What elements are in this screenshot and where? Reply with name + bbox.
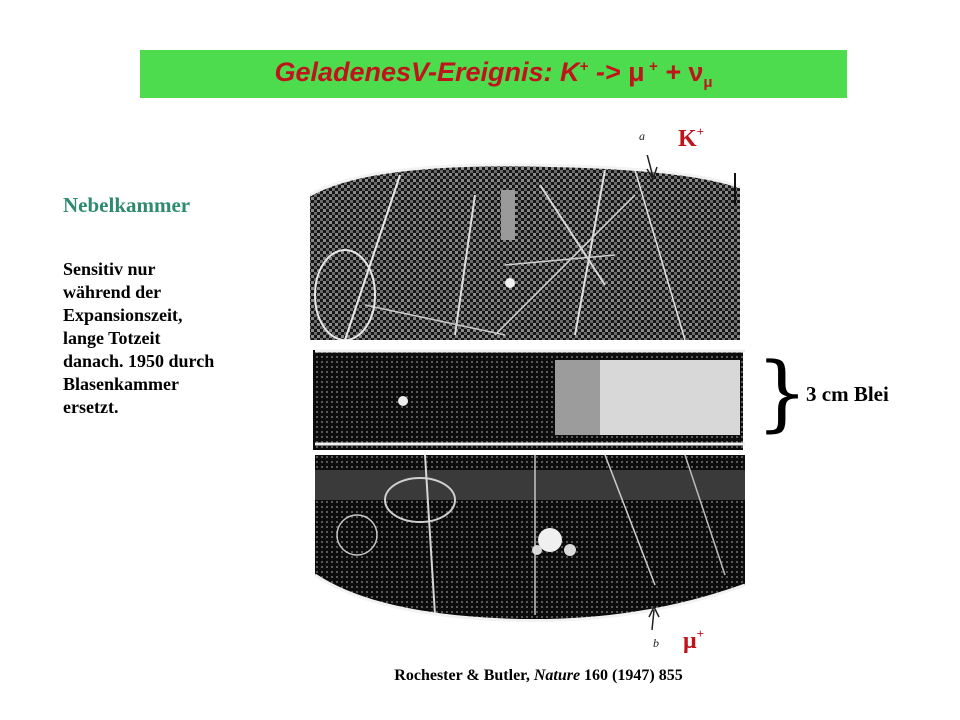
cloud-chamber-photograph (305, 155, 750, 630)
mark-a-label: a (639, 129, 645, 143)
cloud-chamber-heading: Nebelkammer (63, 193, 191, 217)
kaon-symbol: K (678, 126, 697, 152)
citation-journal: Nature (533, 667, 581, 684)
lead-brace: } (756, 346, 809, 441)
slide-title (274, 57, 712, 91)
lead-plate-region (313, 350, 745, 450)
title-banner (140, 50, 847, 98)
title-kaon-charge: + (579, 58, 589, 75)
lead-thickness-label: 3 cm Blei (806, 382, 889, 406)
title-nu: ν (688, 57, 704, 87)
citation-ref: 160 (1947) 855 (580, 667, 683, 684)
cloud-chamber-description: Sensitiv nur während der Expansionszeit, lange Totzeit danach. 1950 durch Blasenkammer ersetzt. (63, 259, 215, 417)
title-plus: + (657, 57, 689, 87)
citation-authors: Rochester & Butler, (394, 667, 534, 684)
muon-charge: + (696, 626, 705, 641)
title-mu-charge: + (644, 58, 658, 75)
title-nu-flavor: μ (703, 74, 713, 91)
title-arrow: -> (588, 57, 629, 87)
kaon-label (678, 124, 704, 153)
title-mu: μ (628, 57, 645, 87)
upper-chamber (305, 155, 750, 345)
title-prefix: GeladenesV-Ereignis: K (274, 57, 580, 87)
muon-symbol: μ (683, 628, 697, 654)
mark-b-label: b (653, 636, 659, 650)
kaon-charge: + (696, 124, 705, 139)
citation (300, 667, 777, 685)
muon-label (683, 626, 704, 655)
